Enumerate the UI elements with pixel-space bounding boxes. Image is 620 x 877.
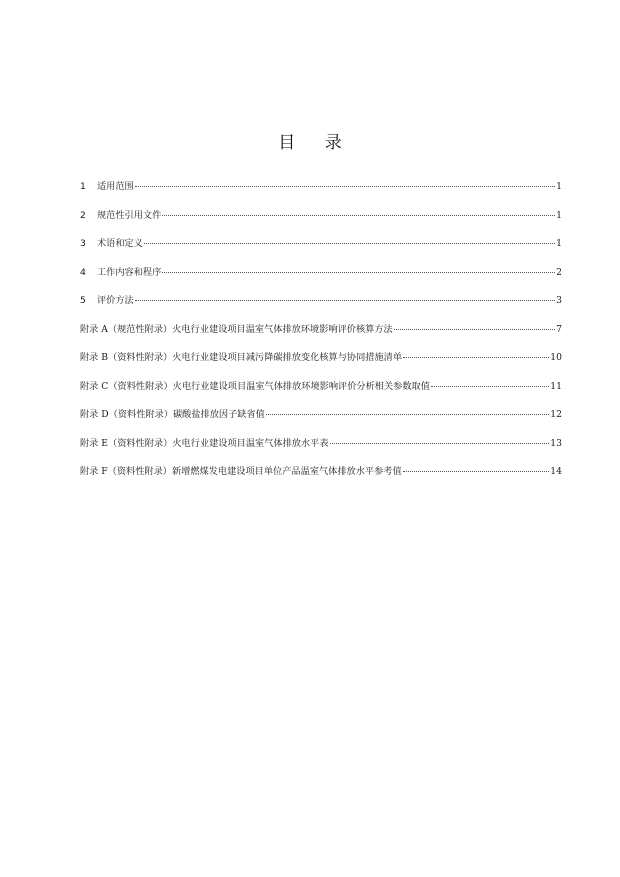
toc-entry-appendix-c[interactable] [80, 379, 562, 408]
toc-entry-label: 附录 D（资料性附录）碳酸盐排放因子缺省值 [80, 409, 265, 420]
toc-entry-page: 12 [550, 409, 562, 420]
dot-leader [144, 242, 555, 244]
toc-entry-number: 1 [80, 181, 86, 192]
dot-leader [135, 299, 555, 301]
toc-entry-label: 附录 F（资料性附录）新增燃煤发电建设项目单位产品温室气体排放水平参考值 [80, 466, 402, 477]
dot-leader [394, 328, 555, 330]
toc-entry-number: 5 [80, 295, 86, 306]
toc-entry-chapter-2[interactable] [80, 208, 562, 237]
toc-entry-label: 术语和定义 [97, 238, 143, 249]
dot-leader [431, 385, 549, 387]
toc-entry-page: 1 [556, 238, 562, 249]
toc-entry-appendix-d[interactable] [80, 407, 562, 436]
toc-entry-label: 附录 B（资料性附录）火电行业建设项目减污降碳排放变化核算与协同措施清单 [80, 352, 403, 363]
toc-entry-label: 规范性引用文件 [97, 209, 162, 221]
toc-entry-chapter-5[interactable] [80, 293, 562, 322]
toc-entry-page: 7 [556, 323, 562, 335]
toc-entry-number: 3 [80, 238, 86, 249]
dot-leader [403, 470, 550, 472]
toc-entry-page: 14 [550, 466, 562, 477]
toc-entry-page: 3 [556, 295, 562, 306]
toc-entry-page: 11 [550, 380, 562, 392]
toc-entry-page: 10 [550, 352, 562, 363]
toc-entry-number: 4 [80, 266, 86, 278]
toc-entry-label: 附录 A（规范性附录）火电行业建设项目温室气体排放环境影响评价核算方法 [80, 323, 393, 335]
toc-entry-chapter-3[interactable] [80, 236, 562, 265]
toc-entry-appendix-a[interactable] [80, 322, 562, 351]
toc-entry-appendix-e[interactable] [80, 436, 562, 465]
toc-entry-label: 适用范围 [97, 181, 134, 192]
toc-title: 目 录 [278, 133, 354, 153]
toc-entry-page: 2 [556, 266, 562, 278]
toc-entry-label: 评价方法 [97, 295, 134, 306]
toc-entry-page: 1 [556, 209, 562, 221]
toc-list [80, 179, 562, 493]
toc-entry-appendix-f[interactable] [80, 464, 562, 493]
toc-entry-label: 附录 E（资料性附录）火电行业建设项目温室气体排放水平表 [80, 437, 329, 449]
dot-leader [162, 214, 555, 216]
dot-leader [266, 413, 549, 415]
toc-entry-number: 2 [80, 209, 86, 221]
dot-leader [403, 356, 549, 358]
toc-entry-chapter-1[interactable] [80, 179, 562, 208]
toc-entry-page: 1 [556, 181, 562, 192]
toc-entry-chapter-4[interactable] [80, 265, 562, 294]
dot-leader [330, 442, 550, 444]
toc-entry-label: 附录 C（资料性附录）火电行业建设项目温室气体排放环境影响评价分析相关参数取值 [80, 380, 430, 392]
toc-entry-page: 13 [550, 437, 562, 449]
dot-leader [162, 271, 555, 273]
toc-entry-label: 工作内容和程序 [97, 266, 162, 278]
dot-leader [135, 185, 555, 187]
toc-entry-appendix-b[interactable] [80, 350, 562, 379]
